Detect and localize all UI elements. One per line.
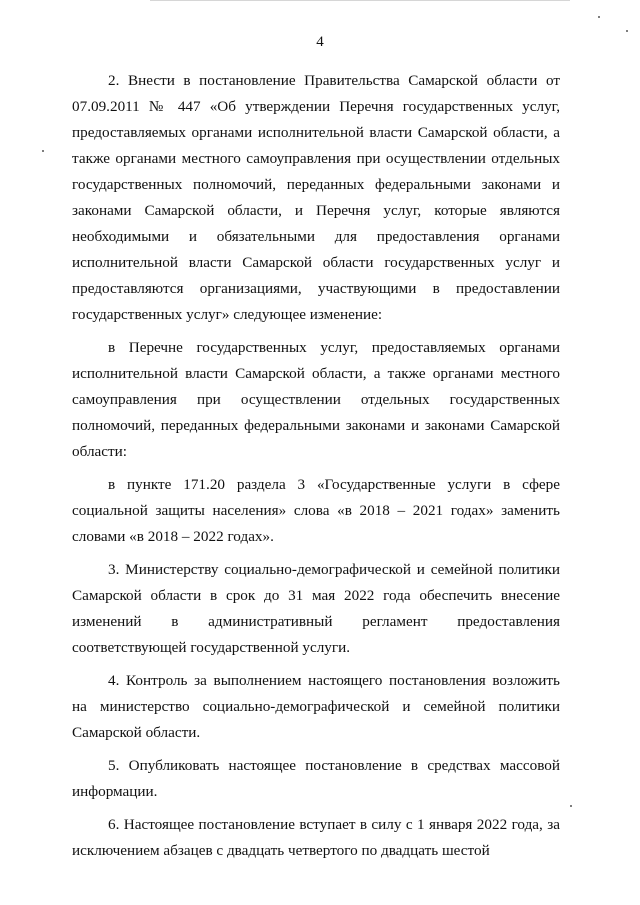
paragraph-item-171-20: в пункте 171.20 раздела 3 «Государственные услуги в сфере социальной защиты населения» слова «в 2018 – 2021 годах» заменить словами «в 2018 – 2022 годах».	[72, 476, 560, 545]
paragraph-ministry-duty: 3. Министерству социально-демографической и семейной политики Самарской области в срок до 31 мая 2022 года обеспечить внесение изменений в административный регламент предоставления соответствующей государственной услуги.	[72, 561, 560, 656]
scan-speck	[42, 150, 44, 152]
paragraph-amendment-decree: 2. Внести в постановление Правительства Самарской области от 07.09.2011 № 447 «Об утверждении Перечня государственных услуг, предоставляемых органами исполнительной власти Самарской области, а также органами местного самоуправления при осуществлении отдельных государственных полномочий, переданных федеральными законами и законами Самарской области, и Перечня услуг, которые являются необходимыми и обязательными для предоставления органами исполнительной власти Самарской области государственных услуг и предоставляются организациями, участвующими в предоставлении государственных услуг» следующее изменение:	[72, 72, 560, 323]
scan-speck	[626, 30, 628, 32]
page-number: 4	[316, 34, 324, 50]
scan-speck	[570, 805, 572, 807]
paragraph-publish: 5. Опубликовать настоящее постановление в средствах массовой информации.	[72, 757, 560, 800]
scan-speck	[598, 16, 600, 18]
paragraph-in-list: в Перечне государственных услуг, предоставляемых органами исполнительной власти Самарской области, а также органами местного самоуправления при осуществлении отдельных государственных полномочий, переданных федеральными законами и законами Самарской области:	[72, 339, 560, 460]
scan-edge-line	[150, 0, 570, 1]
paragraph-control: 4. Контроль за выполнением настоящего постановления возложить на министерство социально-демографической и семейной политики Самарской области.	[72, 672, 560, 741]
document-body	[72, 68, 560, 864]
paragraph-effective-date: 6. Настоящее постановление вступает в силу с 1 января 2022 года, за исключением абзацев с двадцать четвертого по двадцать шестой	[72, 816, 560, 859]
